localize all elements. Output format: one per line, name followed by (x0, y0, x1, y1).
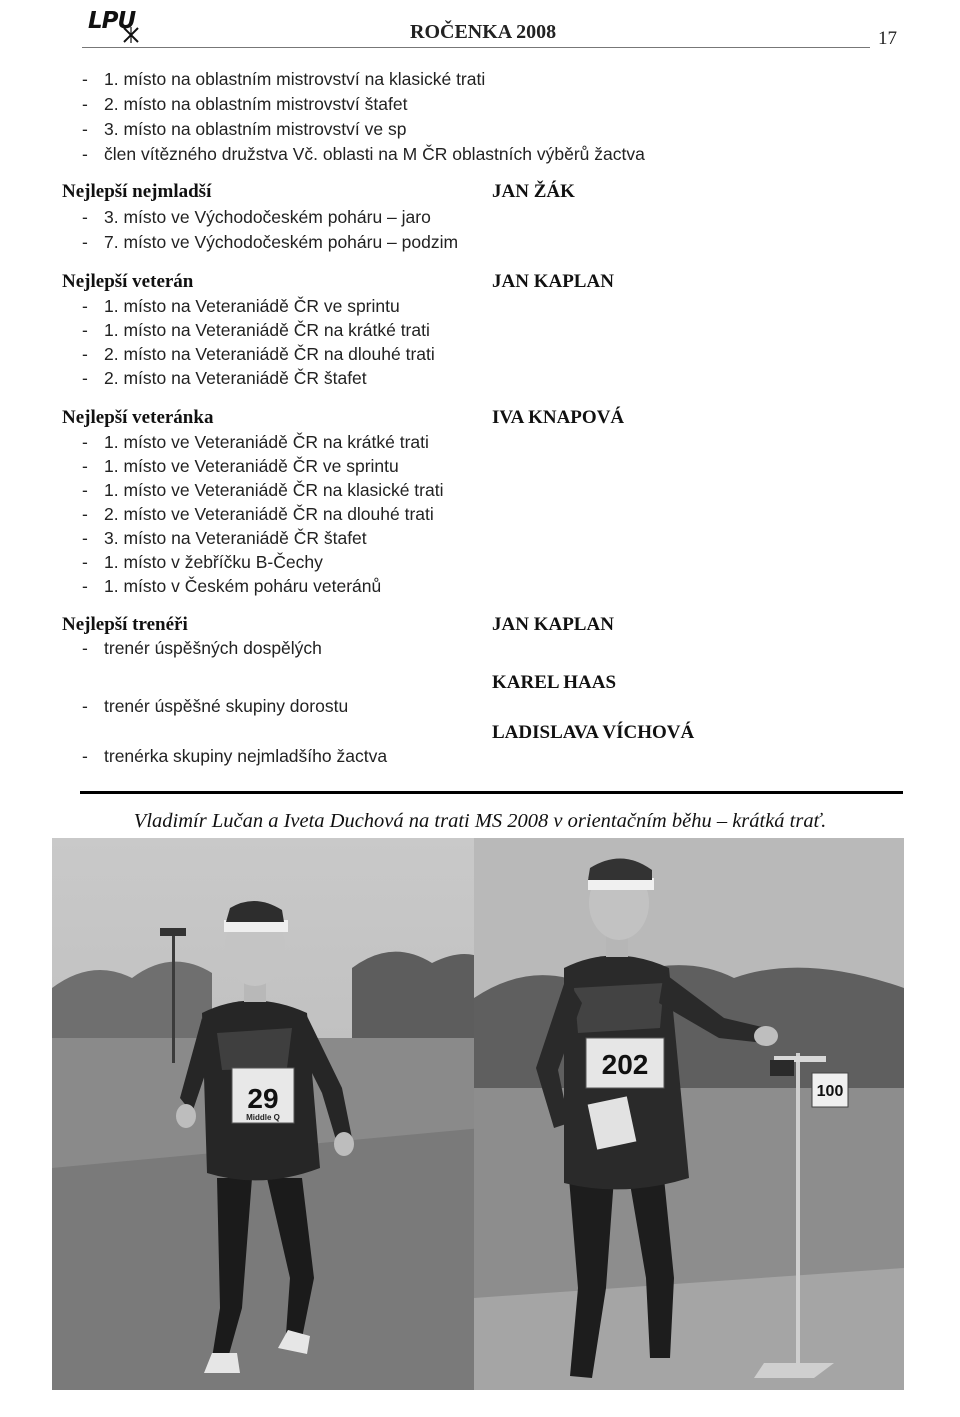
list-item: - trenér úspěšné skupiny dorostu (82, 696, 349, 716)
list-item: - 1. místo ve Veteraniádě ČR na krátké trati (82, 432, 429, 452)
winner-name: JAN ŽÁK (492, 181, 575, 202)
lpu-logo (82, 4, 144, 48)
control-number: 100 (816, 1083, 844, 1100)
section-title: Nejlepší veteránka (62, 407, 214, 428)
header-rule (82, 47, 870, 48)
yearbook-title: ROČENKA 2008 (410, 21, 557, 43)
winner-name: IVA KNAPOVÁ (492, 407, 625, 428)
list-item: - trenérka skupiny nejmladšího žactva (82, 746, 388, 766)
list-item: - 3. místo na Veteraniádě ČR štafet (82, 528, 367, 548)
photo-male-runner (52, 838, 482, 1390)
winner-name: JAN KAPLAN (492, 271, 614, 292)
list-item: - 2. místo na Veteraniádě ČR štafet (82, 368, 367, 388)
page-number: 17 (878, 28, 897, 49)
list-item: - 3. místo na oblastním mistrovství ve sp (82, 119, 407, 139)
list-item: - 1. místo ve Veteraniádě ČR na klasické trati (82, 480, 444, 500)
list-item: - 7. místo ve Východočeském poháru – podzim (82, 232, 459, 252)
section-title: Nejlepší nejmladší (62, 181, 212, 202)
photo-caption: Vladimír Lučan a Iveta Duchová na trati MS 2008 v orientačním běhu – krátká trať. (133, 810, 827, 832)
list-item: - 1. místo na Veteraniádě ČR na krátké trati (82, 320, 430, 340)
winner-name: JAN KAPLAN (492, 614, 614, 635)
winner-name: KAREL HAAS (492, 672, 617, 693)
list-item: - člen vítězného družstva Vč. oblasti na M ČR oblastních výběrů žactva (82, 144, 645, 164)
list-item: - 1. místo v žebříčku B-Čechy (82, 552, 323, 572)
bib-number: 202 (601, 1049, 649, 1080)
winner-name: LADISLAVA VÍCHOVÁ (492, 722, 695, 743)
list-item: - 1. místo na Veteraniádě ČR ve sprintu (82, 296, 400, 316)
list-item: - 1. místo v Českém poháru veteránů (82, 576, 382, 596)
section-title: Nejlepší trenéři (62, 614, 188, 635)
list-item: - 2. místo na oblastním mistrovství štafet (82, 94, 408, 114)
bib-text: Middle Q (246, 1113, 280, 1122)
caption-rule (80, 791, 903, 794)
photo-female-runner (474, 838, 904, 1390)
section-title: Nejlepší veterán (62, 271, 194, 292)
list-item: - 2. místo ve Veteraniádě ČR na dlouhé trati (82, 504, 434, 524)
list-item: - 1. místo na oblastním mistrovství na klasické trati (82, 69, 486, 89)
bib-number: 29 (247, 1083, 279, 1114)
logo-mark-icon (122, 26, 140, 44)
list-item: - trenér úspěšných dospělých (82, 638, 322, 658)
list-item: - 3. místo ve Východočeském poháru – jaro (82, 207, 431, 227)
list-item: - 1. místo ve Veteraniádě ČR ve sprintu (82, 456, 399, 476)
logo-text: LPU (88, 8, 136, 34)
list-item: - 2. místo na Veteraniádě ČR na dlouhé trati (82, 344, 435, 364)
